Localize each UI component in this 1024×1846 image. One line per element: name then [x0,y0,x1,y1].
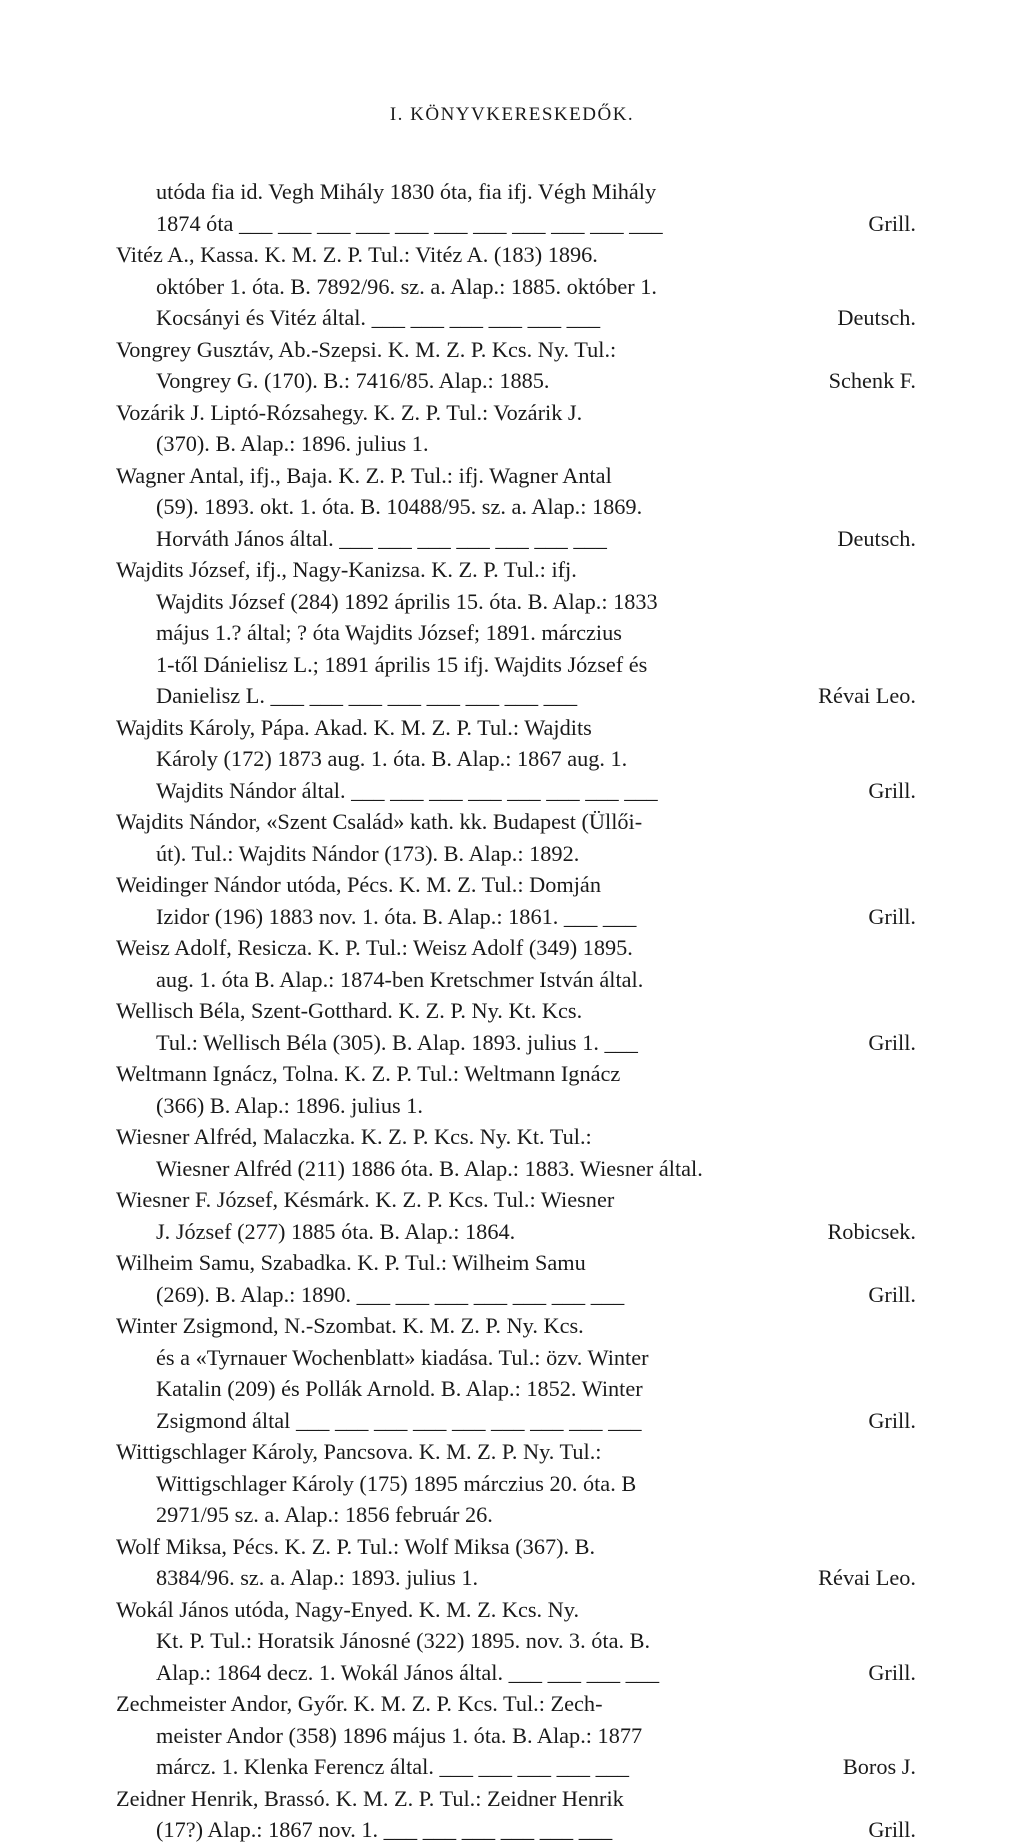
entry-heading-line [116,334,916,366]
line-publisher: Grill. [868,777,916,803]
line-text: Alap.: 1864 decz. 1. Wokál János által. ___ ___ ___ ___ [156,1659,660,1685]
line-publisher: Schenk F. [828,368,916,393]
line-publisher: Deutsch. [837,525,916,551]
entry-heading-line [116,554,916,586]
entry-continuation-line [116,586,916,618]
entry-heading-line [116,932,916,964]
line-text: Weisz Adolf, Resicza. K. P. Tul.: Weisz Adolf (349) 1895. [116,935,633,960]
entry-heading-line [116,1594,916,1626]
line-publisher: Grill. [868,903,916,929]
entry-continuation-line [116,1814,916,1846]
line-text: Weltmann Ignácz, Tolna. K. Z. P. Tul.: Weltmann Ignácz [116,1061,621,1086]
entry-continuation-line [116,428,916,460]
directory-listing [116,176,916,1846]
entry-continuation-line [116,1751,916,1783]
line-text: 1874 óta ___ ___ ___ ___ ___ ___ ___ ___ ___ ___ ___ [156,210,663,236]
line-publisher: Deutsch. [837,305,916,330]
line-text: Károly (172) 1873 aug. 1. óta. B. Alap.: 1867 aug. 1. [156,746,628,771]
line-text: Wellisch Béla, Szent-Gotthard. K. Z. P. Ny. Kt. Kcs. [116,998,583,1023]
line-publisher: Grill. [868,1281,916,1307]
line-text: márcz. 1. Klenka Ferencz által. ___ ___ ___ ___ ___ [156,1754,630,1779]
line-text: Wiesner Alfréd, Malaczka. K. Z. P. Kcs. Ny. Kt. Tul.: [116,1124,592,1149]
entry-continuation-line [116,523,916,555]
line-text: Wilheim Samu, Szabadka. K. P. Tul.: Wilheim Samu [116,1250,586,1275]
entry-heading-line [116,1121,916,1153]
entry-continuation-line [116,743,916,775]
line-text: Wokál János utóda, Nagy-Enyed. K. M. Z. Kcs. Ny. [116,1596,580,1622]
line-text: október 1. óta. B. 7892/96. sz. a. Alap.: 1885. október 1. [156,273,657,299]
line-text: 1-től Dánielisz L.; 1891 április 15 ifj. Wajdits József és [156,651,648,677]
line-publisher: Grill. [868,1407,916,1433]
line-text: (17?) Alap.: 1867 nov. 1. ___ ___ ___ ___ ___ ___ [156,1817,613,1842]
line-publisher: Boros J. [842,1754,916,1779]
line-text: Danielisz L. ___ ___ ___ ___ ___ ___ ___ ___ [156,683,578,708]
line-text: Kt. P. Tul.: Horatsik Jánosné (322) 1895. nov. 3. óta. B. [156,1628,651,1653]
entry-heading-line [116,1436,916,1468]
entry-continuation-line [116,271,916,303]
line-text: J. József (277) 1885 óta. B. Alap.: 1864. [156,1218,516,1244]
line-publisher: Robicsek. [827,1218,916,1244]
line-text: Wajdits Nándor által. ___ ___ ___ ___ ___ ___ ___ ___ [156,777,658,803]
entry-heading-line [116,806,916,838]
entry-heading-line [116,239,916,271]
line-publisher: Grill. [868,1817,916,1842]
entry-continuation-line [116,1499,916,1531]
line-text: aug. 1. óta B. Alap.: 1874-ben Kretschmer István által. [156,966,644,992]
entry-continuation-line [116,176,916,208]
entry-heading-line [116,712,916,744]
entry-continuation-line [116,1405,916,1437]
entry-heading-line [116,869,916,901]
line-publisher: Grill. [868,1659,916,1685]
entry-continuation-line [116,302,916,334]
entry-continuation-line [116,365,916,397]
line-text: (59). 1893. okt. 1. óta. B. 10488/95. sz. a. Alap.: 1869. [156,494,643,519]
entry-continuation-line [116,208,916,240]
line-text: Vitéz A., Kassa. K. M. Z. P. Tul.: Vitéz A. (183) 1896. [116,242,598,267]
line-text: Izidor (196) 1883 nov. 1. óta. B. Alap.: 1861. ___ ___ [156,903,637,929]
line-text: (269). B. Alap.: 1890. ___ ___ ___ ___ ___ ___ ___ [156,1281,625,1307]
line-text: Wolf Miksa, Pécs. K. Z. P. Tul.: Wolf Miksa (367). B. [116,1533,596,1559]
line-text: utóda fia id. Vegh Mihály 1830 óta, fia ifj. Végh Mihály [156,179,657,204]
entry-heading-line [116,1783,916,1815]
line-publisher: Révai Leo. [818,1565,916,1590]
entry-continuation-line [116,1720,916,1752]
entry-continuation-line [116,1625,916,1657]
entry-continuation-line [116,491,916,523]
entry-continuation-line [116,649,916,681]
line-publisher: Grill. [868,1029,916,1055]
entry-heading-line [116,995,916,1027]
line-text: Vozárik J. Liptó-Rózsahegy. K. Z. P. Tul.: Vozárik J. [116,399,583,425]
entry-continuation-line [116,1090,916,1122]
entry-continuation-line [116,901,916,933]
line-text: és a «Tyrnauer Wochenblatt» kiadása. Tul.: özv. Winter [156,1344,649,1370]
entry-heading-line [116,460,916,492]
line-publisher: Révai Leo. [818,683,916,708]
entry-continuation-line [116,1373,916,1405]
line-text: Wajdits József (284) 1892 április 15. óta. B. Alap.: 1833 [156,588,658,614]
line-text: Vongrey Gusztáv, Ab.-Szepsi. K. M. Z. P. Kcs. Ny. Tul.: [116,336,617,362]
line-text: meister Andor (358) 1896 május 1. óta. B. Alap.: 1877 [156,1722,643,1748]
entry-heading-line [116,1688,916,1720]
entry-continuation-line [116,617,916,649]
entry-continuation-line [116,1342,916,1374]
line-text: Wajdits Károly, Pápa. Akad. K. M. Z. P. Tul.: Wajdits [116,714,592,740]
line-text: (370). B. Alap.: 1896. julius 1. [156,431,429,456]
line-text: 2971/95 sz. a. Alap.: 1856 február 26. [156,1502,493,1527]
entry-continuation-line [116,1216,916,1248]
entry-heading-line [116,1531,916,1563]
line-text: út). Tul.: Wajdits Nándor (173). B. Alap.: 1892. [156,840,580,866]
line-publisher: Grill. [868,210,916,236]
running-head: I. KÖNYVKERESKEDŐK. [389,104,635,125]
entry-continuation-line [116,680,916,712]
line-text: Weidinger Nándor utóda, Pécs. K. M. Z. Tul.: Domján [116,872,601,897]
entry-heading-line [116,1310,916,1342]
line-text: Wiesner Alfréd (211) 1886 óta. B. Alap.: 1883. Wiesner által. [156,1155,703,1181]
entry-continuation-line [116,1279,916,1311]
line-text: Vongrey G. (170). B.: 7416/85. Alap.: 1885. [156,368,550,393]
line-text: május 1.? által; ? óta Wajdits József; 1891. márczius [156,620,622,645]
line-text: Wittigschlager Károly (175) 1895 márczius 20. óta. B [156,1470,637,1496]
line-text: Zechmeister Andor, Győr. K. M. Z. P. Kcs. Tul.: Zech- [116,1691,603,1716]
entry-heading-line [116,1058,916,1090]
line-text: Winter Zsigmond, N.-Szombat. K. M. Z. P. Ny. Kcs. [116,1313,584,1338]
entry-heading-line [116,1184,916,1216]
entry-continuation-line [116,1562,916,1594]
entry-continuation-line [116,1027,916,1059]
line-text: Wajdits Nándor, «Szent Család» kath. kk. Budapest (Üllői- [116,809,643,834]
entry-continuation-line [116,838,916,870]
entry-continuation-line [116,1468,916,1500]
entry-continuation-line [116,1657,916,1689]
entry-continuation-line [116,775,916,807]
entry-continuation-line [116,964,916,996]
line-text: Wajdits József, ifj., Nagy-Kanizsa. K. Z. P. Tul.: ifj. [116,557,577,582]
entry-heading-line [116,1247,916,1279]
line-text: Zsigmond által ___ ___ ___ ___ ___ ___ ___ ___ ___ [156,1407,642,1433]
line-text: Wiesner F. József, Késmárk. K. Z. P. Kcs. Tul.: Wiesner [116,1187,615,1212]
line-text: Katalin (209) és Pollák Arnold. B. Alap.: 1852. Winter [156,1376,643,1401]
entry-continuation-line [116,1153,916,1185]
entry-heading-line [116,397,916,429]
line-text: 8384/96. sz. a. Alap.: 1893. julius 1. [156,1565,479,1590]
line-text: Wagner Antal, ifj., Baja. K. Z. P. Tul.: ifj. Wagner Antal [116,462,612,488]
line-text: Kocsányi és Vitéz által. ___ ___ ___ ___ ___ ___ [156,305,601,330]
line-text: Tul.: Wellisch Béla (305). B. Alap. 1893. julius 1. ___ [156,1029,638,1055]
line-text: Wittigschlager Károly, Pancsova. K. M. Z. P. Ny. Tul.: [116,1439,602,1464]
line-text: Zeidner Henrik, Brassó. K. M. Z. P. Tul.: Zeidner Henrik [116,1785,624,1811]
line-text: (366) B. Alap.: 1896. julius 1. [156,1092,423,1118]
line-text: Horváth János által. ___ ___ ___ ___ ___ ___ ___ [156,525,607,551]
